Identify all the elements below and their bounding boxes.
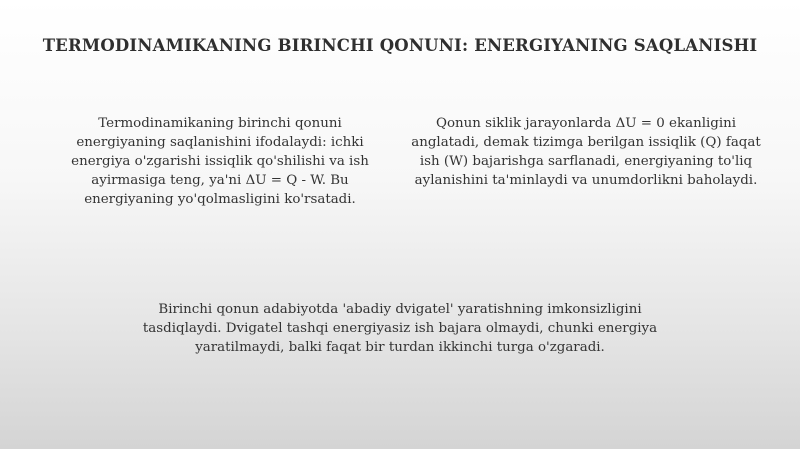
right-paragraph: Qonun siklik jarayonlarda ΔU = 0 ekanligini anglatadi, demak tizimga berilgan issiqlik (Q) faqat ish (W) bajarishga sarflanadi, energiyaning to'liq aylanishini ta'minlaydi va unumdorlikni baholaydi.	[411, 116, 761, 188]
bottom-paragraph: Birinchi qonun adabiyotda 'abadiy dvigatel' yaratishning imkonsizligini tasdiqlaydi. Dvigatel tashqi energiyasiz ish bajara olmaydi, chunki energiya yaratilmaydi, balki faqat bir turdan ikkinchi turga o'zgaradi.	[142, 302, 658, 355]
left-paragraph: Termodinamikaning birinchi qonuni energiyaning saqlanishini ifodalaydi: ichki energiya o'zgarishi issiqlik qo'shilishi va ish ayirmasiga teng, ya'ni ΔU = Q - W. Bu energiyaning yo'qolmasligini ko'rsatadi.	[71, 116, 369, 207]
slide-title: TERMODINAMIKANING BIRINCHI QONUNI: ENERGIYANING SAQLANISHI	[42, 36, 758, 55]
